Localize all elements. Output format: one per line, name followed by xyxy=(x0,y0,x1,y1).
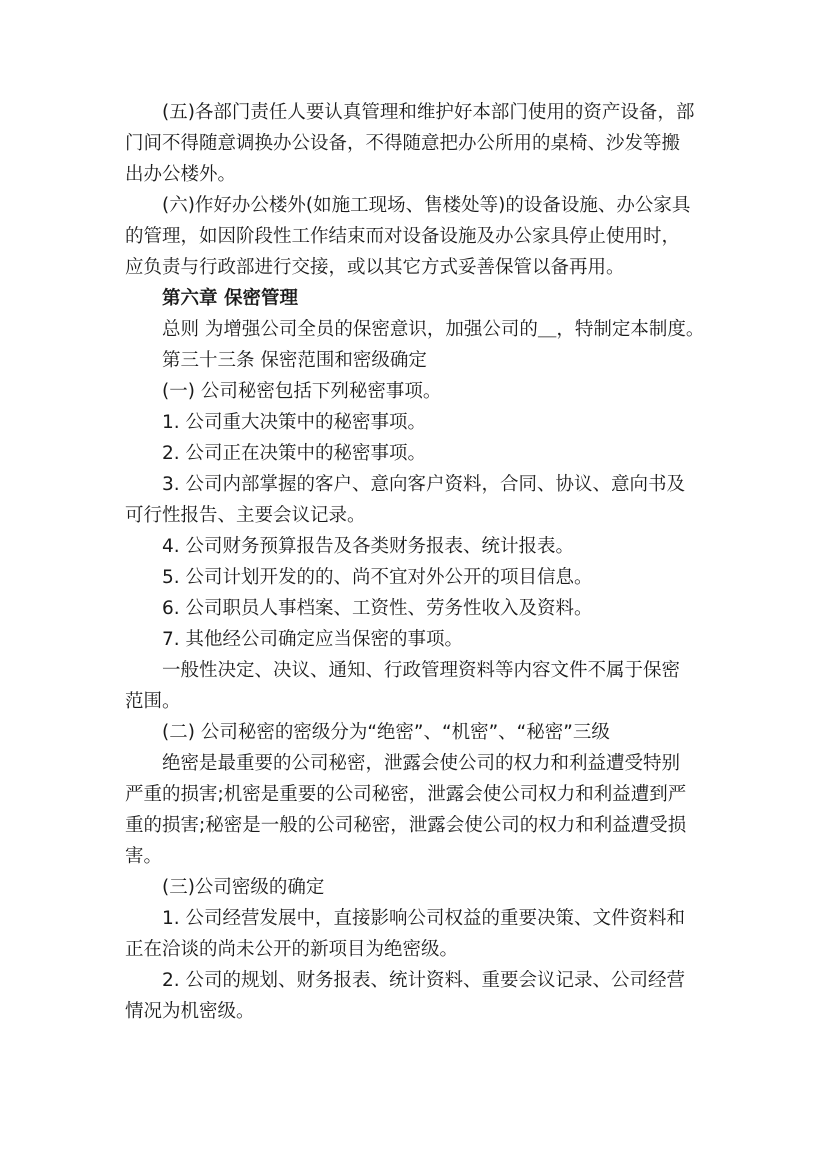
text-line: 门间不得随意调换办公设备，不得随意把办公所用的桌椅、沙发等搬 xyxy=(125,133,681,154)
paragraph xyxy=(125,376,713,407)
paragraph xyxy=(125,748,713,872)
text-line: 害。 xyxy=(125,846,163,867)
paragraph xyxy=(125,314,713,345)
paragraph xyxy=(125,190,713,283)
text-line: 7. 其他经公司确定应当保密的事项。 xyxy=(162,629,464,650)
paragraph xyxy=(125,438,713,469)
text-line: 可行性报告、主要会议记录。 xyxy=(125,505,366,526)
paragraph xyxy=(125,655,713,717)
text-line: 1. 公司经营发展中，直接影响公司权益的重要决策、文件资料和 xyxy=(162,908,686,929)
text-line: 出办公楼外。 xyxy=(125,164,237,185)
text-line: 正在洽谈的尚未公开的新项目为绝密级。 xyxy=(125,939,459,960)
text-line: (一) 公司秘密包括下列秘密事项。 xyxy=(162,381,442,402)
paragraph xyxy=(125,345,713,376)
text-line: 3. 公司内部掌握的客户、意向客户资料，合同、协议、意向书及 xyxy=(162,474,686,495)
chapter-heading xyxy=(125,283,713,314)
text-line: 应负责与行政部进行交接，或以其它方式妥善保管以备再用。 xyxy=(125,257,625,278)
text-line: 2. 公司的规划、财务报表、统计资料、重要会议记录、公司经营 xyxy=(162,970,686,991)
text-line: 严重的损害;机密是重要的公司秘密，泄露会使公司权力和利益遭到严 xyxy=(125,784,687,805)
paragraph xyxy=(125,97,713,190)
paragraph xyxy=(125,717,713,748)
document-page xyxy=(125,97,713,1027)
text-line: 的管理，如因阶段性工作结束而对设备设施及办公家具停止使用时， xyxy=(125,226,681,247)
text-line: 1. 公司重大决策中的秘密事项。 xyxy=(162,412,427,433)
paragraph xyxy=(125,407,713,438)
text-line: 绝密是最重要的公司秘密，泄露会使公司的权力和利益遭受特别 xyxy=(162,753,681,774)
text-line: 2. 公司正在决策中的秘密事项。 xyxy=(162,443,427,464)
text-line: (六)作好办公楼外(如施工现场、售楼处等)的设备设施、办公家具 xyxy=(162,195,691,216)
paragraph xyxy=(125,593,713,624)
paragraph xyxy=(125,965,713,1027)
paragraph xyxy=(125,903,713,965)
text-line: 范围。 xyxy=(125,691,181,712)
text-line: (三)公司密级的确定 xyxy=(162,877,325,898)
text-line: 情况为机密级。 xyxy=(125,1001,255,1022)
paragraph xyxy=(125,562,713,593)
text-line: (二) 公司秘密的密级分为“绝密”、“机密”、“秘密”三级 xyxy=(162,722,610,743)
paragraph xyxy=(125,469,713,531)
text-line: 第三十三条 保密范围和密级确定 xyxy=(162,350,427,371)
text-line: (五)各部门责任人要认真管理和维护好本部门使用的资产设备，部 xyxy=(162,102,695,123)
text-line: 6. 公司职员人事档案、工资性、劳务性收入及资料。 xyxy=(162,598,593,619)
text-line: 4. 公司财务预算报告及各类财务报表、统计报表。 xyxy=(162,536,575,557)
text-line: 5. 公司计划开发的的、尚不宜对外公开的项目信息。 xyxy=(162,567,593,588)
paragraph xyxy=(125,624,713,655)
text-line: 一般性决定、决议、通知、行政管理资料等内容文件不属于保密 xyxy=(162,660,681,681)
text-line: 第六章 保密管理 xyxy=(162,288,298,309)
paragraph xyxy=(125,531,713,562)
text-line: 总则 为增强公司全员的保密意识，加强公司的＿，特制定本制度。 xyxy=(162,319,705,340)
text-line: 重的损害;秘密是一般的公司秘密，泄露会使公司的权力和利益遭受损 xyxy=(125,815,687,836)
paragraph xyxy=(125,872,713,903)
